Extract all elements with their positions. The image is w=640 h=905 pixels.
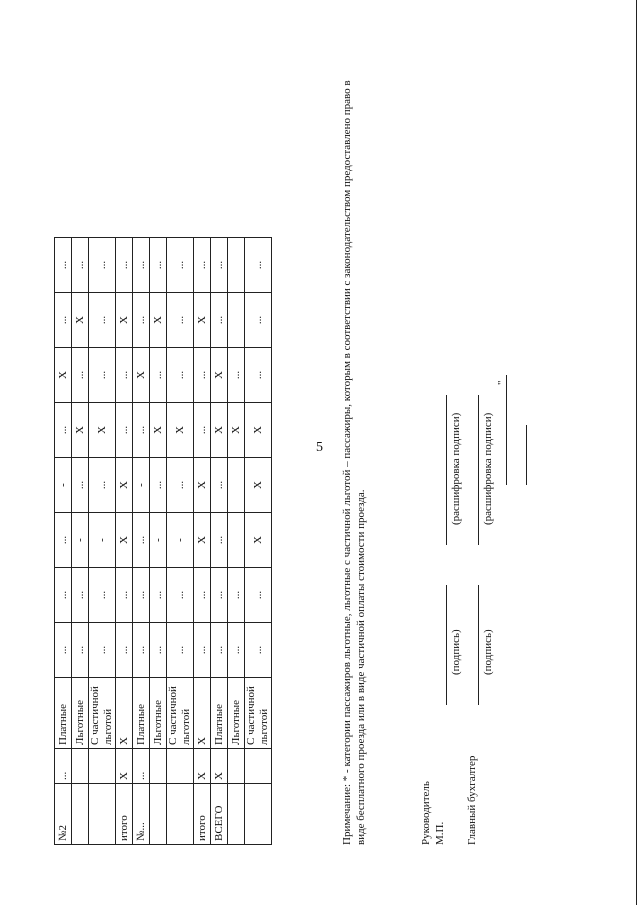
table-cell (72, 784, 89, 845)
table-row (89, 238, 116, 845)
table-cell: Платные (133, 678, 150, 749)
table-row (116, 238, 133, 845)
table-cell: ... (133, 293, 150, 348)
table-cell: X (194, 293, 211, 348)
date-quote-mark: " (496, 380, 508, 385)
table-cell: ... (194, 403, 211, 458)
table-cell: X (55, 348, 72, 403)
table-cell (228, 749, 245, 784)
table-cell (89, 749, 116, 784)
table-cell: ... (72, 348, 89, 403)
table-cell: ... (55, 513, 72, 568)
table-cell: ... (55, 293, 72, 348)
table-cell: ... (133, 568, 150, 623)
table-cell (89, 784, 116, 845)
table-cell: X (228, 403, 245, 458)
table-cell: ... (211, 458, 228, 513)
table-cell: X (89, 403, 116, 458)
table-cell (228, 513, 245, 568)
table-cell: ... (72, 458, 89, 513)
table-cell (72, 749, 89, 784)
table-cell (245, 749, 272, 784)
table-cell: ... (72, 623, 89, 678)
table-cell (228, 784, 245, 845)
table-cell: ... (72, 568, 89, 623)
table-cell: - (89, 513, 116, 568)
table-cell: Платные (211, 678, 228, 749)
head-signature-caption: (подпись) (450, 629, 462, 675)
table-cell: Платные (55, 678, 72, 749)
table-cell: ... (150, 458, 167, 513)
accountant-decode-line (478, 395, 479, 545)
table-cell: ... (194, 623, 211, 678)
table-cell: X (116, 458, 133, 513)
table-cell: ... (55, 749, 72, 784)
table-cell: Льготные (72, 678, 89, 749)
table-cell: С частичной льготой (167, 678, 194, 749)
table-cell: ... (167, 348, 194, 403)
head-decode-caption: (расшифровка подписи) (450, 412, 462, 525)
table-cell: ... (55, 623, 72, 678)
page-number: 5 (316, 440, 323, 455)
table-cell: ... (89, 348, 116, 403)
table-cell: ... (167, 293, 194, 348)
table-cell: Льготные (228, 678, 245, 749)
table-cell: итого (194, 784, 211, 845)
table-cell: ... (89, 458, 116, 513)
table-cell: X (116, 513, 133, 568)
table-cell: ... (89, 568, 116, 623)
table-cell: №2 (55, 784, 72, 845)
table-cell: X (194, 749, 211, 784)
table-cell: ... (167, 238, 194, 293)
table-cell: X (194, 513, 211, 568)
table-cell: X (167, 403, 194, 458)
table-cell: X (72, 293, 89, 348)
table-cell: итого (116, 784, 133, 845)
table-cell: ... (245, 238, 272, 293)
table-note: Примечание: * - категории пассажиров льготные, льготные с частичной льготой – пассажиры, которым в соответствии с законодательством предоставлено право в виде бесплатного проезда или в виде частичной оплаты стоимости проезда. (341, 80, 367, 845)
table-cell: ... (55, 568, 72, 623)
table-cell: ... (211, 623, 228, 678)
table-cell: ... (116, 623, 133, 678)
table-row (245, 238, 272, 845)
table-cell (228, 458, 245, 513)
table-row (211, 238, 228, 845)
table-cell: С частичной льготой (245, 678, 272, 749)
footer-line (636, 0, 637, 905)
table-cell: X (150, 293, 167, 348)
table-cell: X (116, 678, 133, 749)
table-cell: ... (211, 293, 228, 348)
accountant-signature-caption: (подпись) (482, 629, 494, 675)
table-cell: X (245, 458, 272, 513)
date-line-2 (526, 425, 527, 485)
table-row (133, 238, 150, 845)
table-cell: ... (194, 238, 211, 293)
table-cell: - (55, 458, 72, 513)
table-cell: X (194, 678, 211, 749)
table-cell: ... (55, 403, 72, 458)
table-cell: ... (167, 458, 194, 513)
table-cell: - (133, 458, 150, 513)
table-cell: ... (194, 348, 211, 403)
accountant-label: Главный бухгалтер (466, 755, 478, 845)
stamp-label: М.П. (434, 821, 446, 845)
table-cell: ... (245, 293, 272, 348)
table-cell: X (72, 403, 89, 458)
table-cell (167, 784, 194, 845)
table-cell: ... (150, 348, 167, 403)
table-cell: - (167, 513, 194, 568)
table-row (72, 238, 89, 845)
table-cell: ... (89, 623, 116, 678)
table-cell: X (245, 403, 272, 458)
table-cell: ... (150, 623, 167, 678)
table-cell: ... (89, 293, 116, 348)
table-cell: Льготные (150, 678, 167, 749)
table-cell (150, 784, 167, 845)
table-cell: ... (245, 623, 272, 678)
table-cell: ... (167, 623, 194, 678)
passenger-stats-table (54, 237, 272, 845)
table-cell: X (211, 749, 228, 784)
accountant-signature-line (478, 585, 479, 705)
table-cell: ... (72, 238, 89, 293)
table-cell: ... (116, 403, 133, 458)
head-label: Руководитель (420, 781, 432, 845)
table-cell (167, 749, 194, 784)
table-cell: X (116, 749, 133, 784)
table-cell: ... (211, 238, 228, 293)
table-cell (228, 238, 245, 293)
table-cell: ... (133, 238, 150, 293)
table-cell (228, 293, 245, 348)
table-cell: X (194, 458, 211, 513)
accountant-decode-caption: (расшифровка подписи) (482, 412, 494, 525)
table-cell: ... (245, 568, 272, 623)
table-cell: ... (133, 623, 150, 678)
table-cell: ... (116, 568, 133, 623)
table-cell: X (245, 513, 272, 568)
table-cell: ... (228, 348, 245, 403)
table-cell: №... (133, 784, 150, 845)
table-cell: X (150, 403, 167, 458)
table-cell: С частичной льготой (89, 678, 116, 749)
table-cell (150, 749, 167, 784)
table-row (150, 238, 167, 845)
table-cell: ... (167, 568, 194, 623)
table-cell: ВСЕГО (211, 784, 228, 845)
table-cell: ... (116, 348, 133, 403)
table-cell: X (116, 293, 133, 348)
table-cell: ... (89, 238, 116, 293)
table-cell: X (133, 348, 150, 403)
table-cell: ... (245, 348, 272, 403)
table-cell (245, 784, 272, 845)
table-cell: - (150, 513, 167, 568)
table-cell: ... (133, 513, 150, 568)
head-signature-line (446, 585, 447, 705)
table-cell: ... (211, 513, 228, 568)
table-row (228, 238, 245, 845)
table-cell: X (211, 403, 228, 458)
table-cell: ... (228, 568, 245, 623)
table-cell: ... (150, 238, 167, 293)
table-cell: ... (116, 238, 133, 293)
table-cell: ... (211, 568, 228, 623)
date-line-1 (506, 375, 507, 485)
table-cell: ... (228, 623, 245, 678)
table-cell: X (211, 348, 228, 403)
table-cell: ... (194, 568, 211, 623)
table-cell: ... (150, 568, 167, 623)
table-cell: ... (55, 238, 72, 293)
table-row (167, 238, 194, 845)
table-cell: ... (133, 749, 150, 784)
table-cell: ... (133, 403, 150, 458)
table-cell: - (72, 513, 89, 568)
table-row (194, 238, 211, 845)
head-decode-line (446, 395, 447, 545)
table-row (55, 238, 72, 845)
